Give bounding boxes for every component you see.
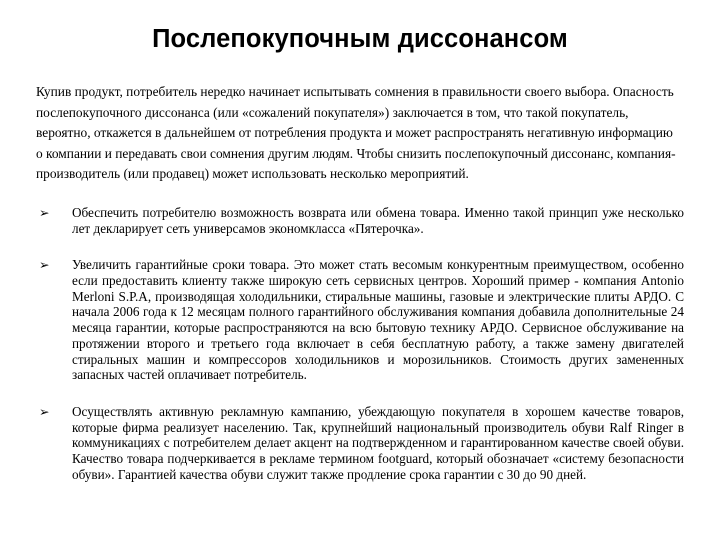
slide-body: [36, 82, 684, 483]
bullet-item: [36, 205, 684, 236]
intro-paragraph: Купив продукт, потребитель нередко начинает испытывать сомнения в правильности своего выбора. Опасность послепокупочного диссонанса (или «сожалений покупателя») заключается в том, что такой покупатель, вероятно, откажется в дальнейшем от потребления продукта и может распространять негативную информацию о компании и передавать свои сомнения другим людям. Чтобы снизить послепокупочный диссонанс, компания-производитель (или продавец) может использовать несколько мероприятий.: [36, 84, 676, 182]
bullet-item-text: Обеспечить потребителю возможность возврата или обмена товара. Именно такой принцип уже несколько лет декларирует сеть универсамов экономкласса «Пятерочка».: [72, 204, 684, 236]
bullet-item-text: Осуществлять активную рекламную кампанию, убеждающую покупателя в хорошем качестве товаров, которые фирма реализует населению. Так, крупнейший национальный производитель обуви Ralf Ringer в коммуникациях с потребителем делает акцент на подтвержденном и гарантированном качестве своей обуви. Качество товара подчеркивается в рекламе термином footguard, который обозначает «систему безопасности обуви». Гарантией качества обуви служит также продление срока гарантии с 30 до 90 дней.: [72, 404, 684, 482]
arrowhead-bullet-icon: ➢: [39, 204, 50, 220]
arrowhead-bullet-icon: ➢: [39, 257, 50, 273]
bullet-list: [36, 205, 684, 483]
arrowhead-bullet-icon: ➢: [39, 404, 50, 419]
slide-title: Послепокупочным диссонансом: [152, 25, 568, 53]
bullet-item-text: Увеличить гарантийные сроки товара. Это может стать весомым конкурентным преимуществом, особенно если предоставить клиенту также широкую сеть сервисных центров. Хороший пример - компания Antonio Merloni S.P.A, производящая холодильники, стиральные машины, газовые и электрические плиты АРДО. С начала 2006 года к 12 месяцам полного гарантийного обслуживания компания добавила дополнительные 24 месяца гарантии, которые распространяются на всю бытовую технику АРДО. Сервисное обслуживание на протяжении второго и третьего года включает в себя бесплатную работу, а также замену двигателей стиральных машин и компрессоров холодильников и морозильников. Стоимость других замененных запасных частей оплачивает потребитель.: [72, 257, 684, 383]
bullet-item: [36, 404, 684, 483]
bullet-item: [36, 257, 684, 383]
